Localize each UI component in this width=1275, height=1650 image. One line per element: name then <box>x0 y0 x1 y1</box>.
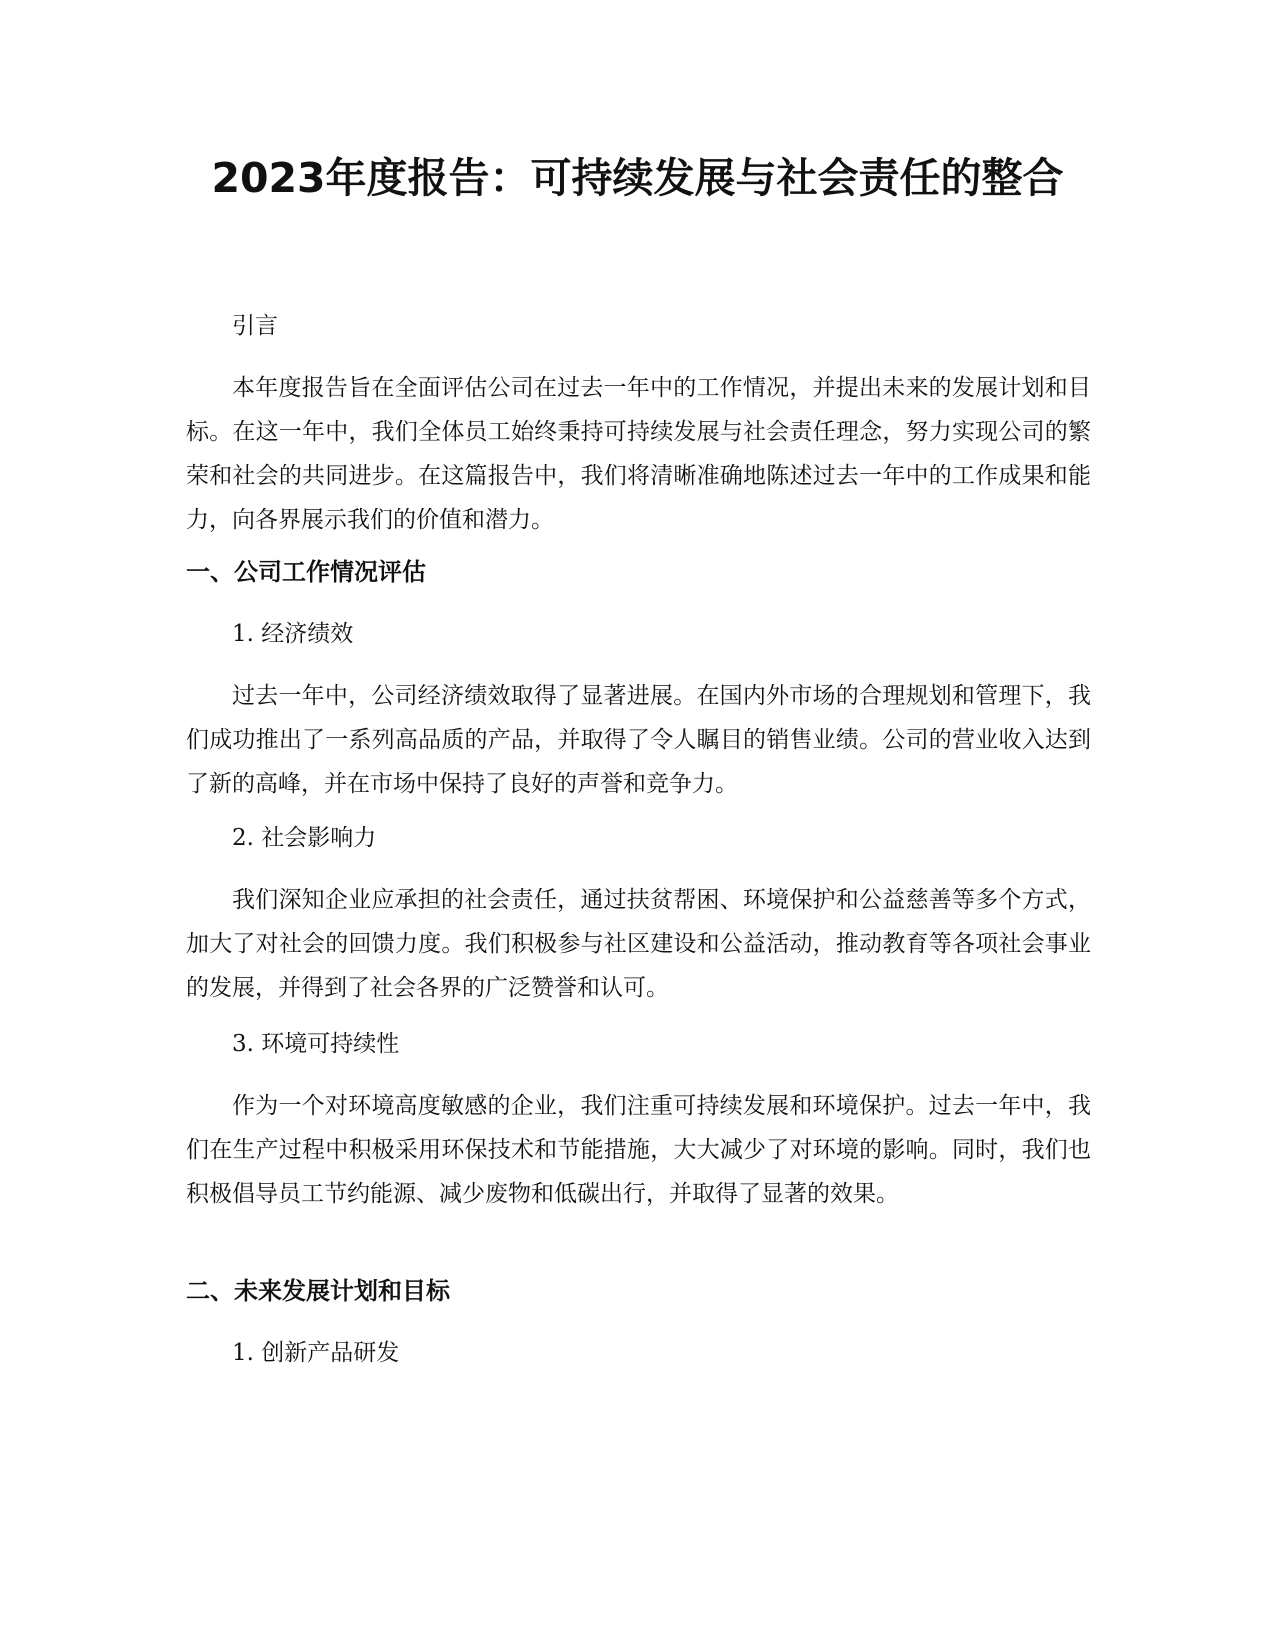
section1-item3-label: 3. 环境可持续性 <box>232 1031 400 1057</box>
section1-item2-paragraph: 我们深知企业应承担的社会责任，通过扶贫帮困、环境保护和公益慈善等多个方式，加大了对社会的回馈力度。我们积极参与社区建设和公益活动，推动教育等各项社会事业的发展，并得到了社会各界的广泛赞誉和认可。 <box>186 887 1091 1001</box>
document-title: 2023年度报告：可持续发展与社会责任的整合 <box>211 154 1064 202</box>
section2-heading: 二、未来发展计划和目标 <box>186 1277 450 1305</box>
section1-item1-label: 1. 经济绩效 <box>232 621 354 647</box>
section2-item1-label: 1. 创新产品研发 <box>232 1340 400 1366</box>
section1-item3-paragraph: 作为一个对环境高度敏感的企业，我们注重可持续发展和环境保护。过去一年中，我们在生产过程中积极采用环保技术和节能措施，大大减少了对环境的影响。同时，我们也积极倡导员工节约能源、减少废物和低碳出行，并取得了显著的效果。 <box>186 1093 1091 1207</box>
section1-item2-label: 2. 社会影响力 <box>232 825 377 851</box>
intro-paragraph: 本年度报告旨在全面评估公司在过去一年中的工作情况，并提出未来的发展计划和目标。在这一年中，我们全体员工始终秉持可持续发展与社会责任理念，努力实现公司的繁荣和社会的共同进步。在这篇报告中，我们将清晰准确地陈述过去一年中的工作成果和能力，向各界展示我们的价值和潜力。 <box>186 375 1091 533</box>
section1-heading: 一、公司工作情况评估 <box>186 558 426 586</box>
section1-item1-paragraph: 过去一年中，公司经济绩效取得了显著进展。在国内外市场的合理规划和管理下，我们成功推出了一系列高品质的产品，并取得了令人瞩目的销售业绩。公司的营业收入达到了新的高峰，并在市场中保持了良好的声誉和竞争力。 <box>186 683 1091 797</box>
intro-label: 引言 <box>232 313 278 339</box>
